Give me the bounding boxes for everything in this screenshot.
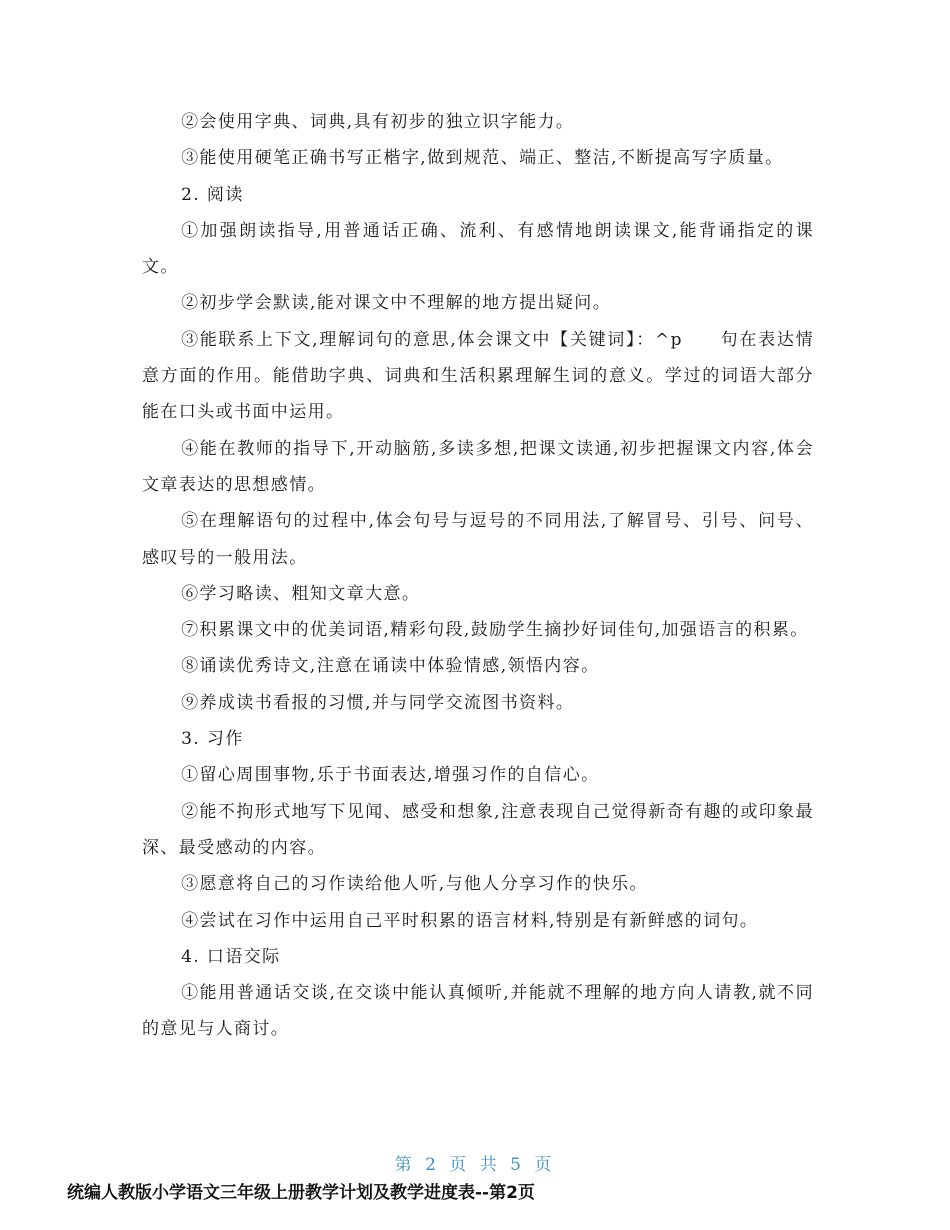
paragraph: ⑥学习略读、粗知文章大意。 [181,583,421,604]
paragraph: ②能不拘形式地写下见闻、感受和想象,注意表现自己觉得新奇有趣的或印象最深、最受感动的内容。 [142,801,814,858]
paragraph: ②初步学会默读,能对课文中不理解的地方提出疑问。 [181,293,612,314]
page-number: 第 2 页 共 5 页 [394,1155,556,1175]
section-heading-writing: 3. 习作 [181,729,244,750]
paragraph: ⑨养成读书看报的习惯,并与同学交流图书资料。 [181,692,575,713]
paragraph: ③能联系上下文,理解词句的意思,体会课文中【关键词】：^p 句在表达情意方面的作用。能借助字典、词典和生活积累理解生词的意义。学过的词语大部分能在口头或书面中运用。 [142,329,814,423]
paragraph: ④尝试在习作中运用自己平时积累的语言材料,特别是有新鲜感的词句。 [181,910,759,931]
paragraph: ①能用普通话交谈,在交谈中能认真倾听,并能就不理解的地方向人请教,就不同的意见与人商讨。 [142,983,814,1040]
section-heading-reading: 2. 阅读 [181,184,244,205]
section-heading-oral: 4. 口语交际 [181,946,281,967]
paragraph: ③能使用硬笔正确书写正楷字,做到规范、端正、整洁,不断提高写字质量。 [181,148,784,169]
paragraph: ②会使用字典、词典,具有初步的独立识字能力。 [181,112,575,132]
paragraph: ⑦积累课文中的优美词语,精彩句段,鼓励学生摘抄好词佳句,加强语言的积累。 [181,620,809,641]
paragraph: ①留心周围事物,乐于书面表达,增强习作的自信心。 [181,765,600,786]
paragraph: ④能在教师的指导下,开动脑筋,多读多想,把课文读通,初步把握课文内容,体会文章表达的思想感情。 [142,438,814,495]
paragraph: ③愿意将自己的习作读给他人听,与他人分享习作的快乐。 [181,874,648,895]
paragraph: ⑧诵读优秀诗文,注意在诵读中体验情感,领悟内容。 [181,656,600,677]
document-footer-title: 统编人教版小学语文三年级上册教学计划及教学进度表--第2页 [67,1183,535,1203]
document-body [142,104,814,1048]
paragraph: ①加强朗读指导,用普通话正确、流利、有感情地朗读课文,能背诵指定的课文。 [142,220,814,278]
paragraph: ⑤在理解语句的过程中,体会句号与逗号的不同用法,了解冒号、引号、问号、感叹号的一般用法。 [142,511,814,568]
